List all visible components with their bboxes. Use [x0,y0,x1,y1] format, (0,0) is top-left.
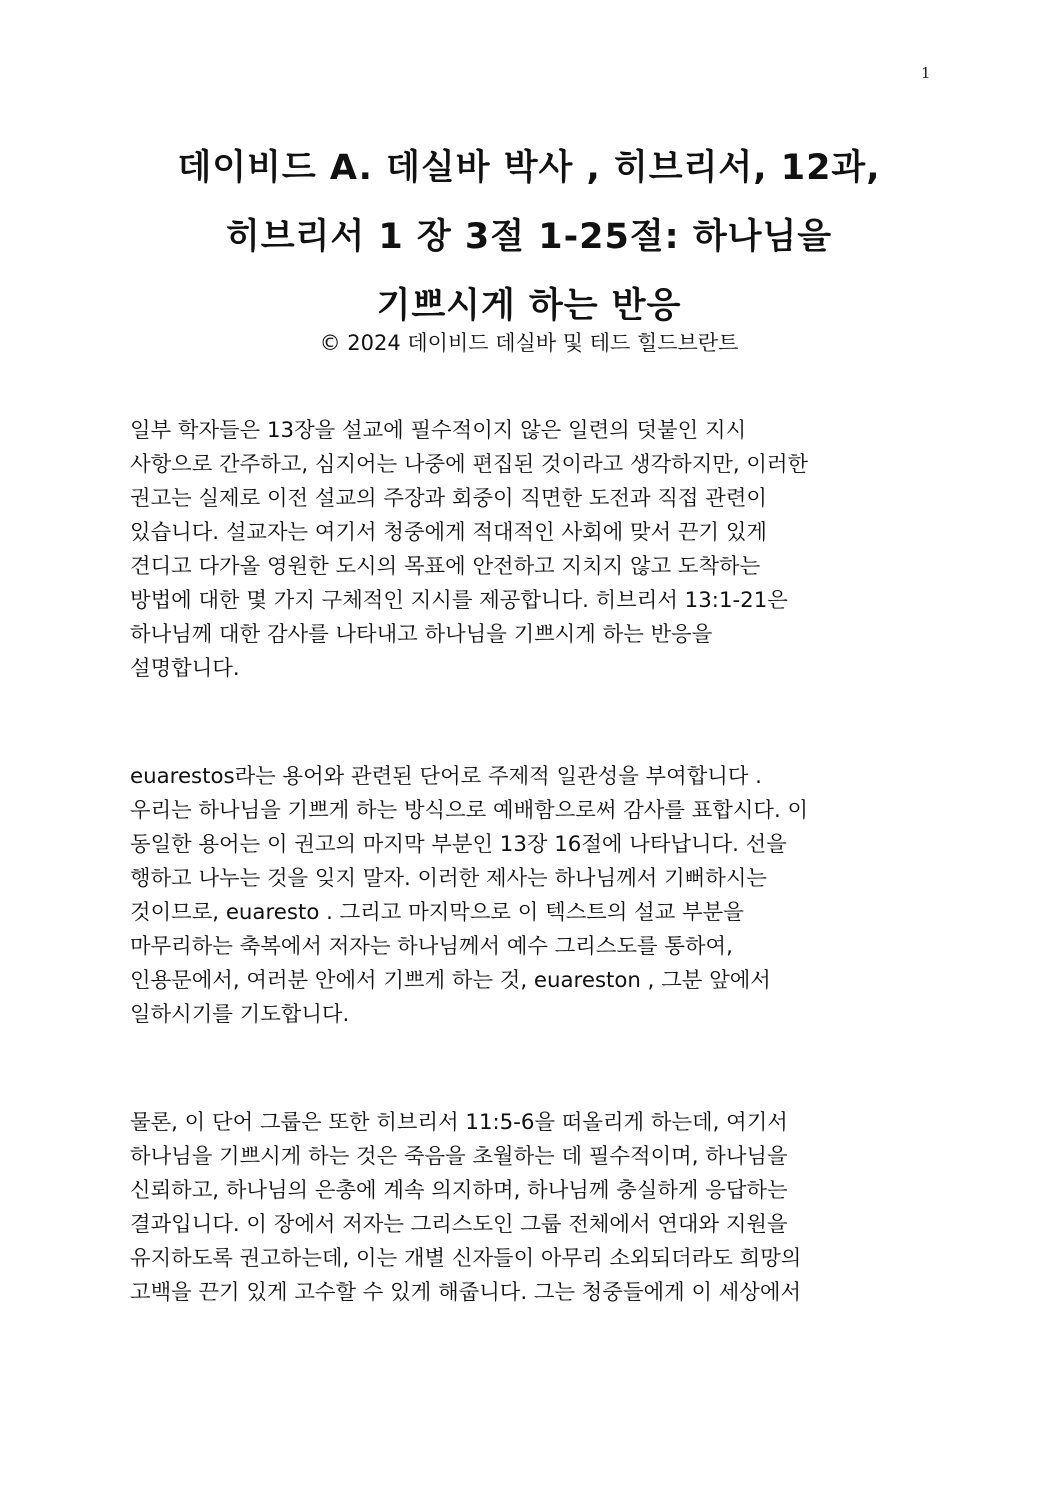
text-line: 마무리하는 축복에서 저자는 하나님께서 예수 그리스도를 통하여, [130,934,733,959]
text-line: 결과입니다. 이 장에서 저자는 그리스도인 그룹 전체에서 연대와 지원을 [130,1212,788,1237]
text-line: 신뢰하고, 하나님의 은총에 계속 의지하며, 하나님께 충실하게 응답하는 [130,1178,788,1203]
text-line: 동일한 용어는 이 권고의 마지막 부분인 13장 16절에 나타납니다. 선을 [130,832,787,857]
text-line: 하나님께 대한 감사를 나타내고 하나님을 기쁘시게 하는 반응을 [130,622,713,647]
text-line: 견디고 다가올 영원한 도시의 목표에 안전하고 지치지 않고 도착하는 [130,554,761,579]
paragraph-2 [130,760,930,1032]
text-line: 인용문에서, 여러분 안에서 기쁘게 하는 것, euareston , 그분 앞에서 [130,968,771,993]
text-line: 유지하도록 권고하는데, 이는 개별 신자들이 아무리 소외되더라도 희망의 [130,1246,802,1271]
page-number: 1 [921,64,931,82]
text-line: 방법에 대한 몇 가지 구체적인 지시를 제공합니다. 히브리서 13:1-21은 [130,588,788,613]
title-line: 히브리서 1 장 3절 1-25절: 하나님을 [225,217,833,257]
text-line: 있습니다. 설교자는 여기서 청중에게 적대적인 사회에 맞서 끈기 있게 [130,520,767,545]
text-line: 행하고 나누는 것을 잊지 말자. 이러한 제사는 하나님께서 기뻐하시는 [130,866,767,891]
text-line: 우리는 하나님을 기쁘게 하는 방식으로 예배함으로써 감사를 표합시다. 이 [130,798,809,823]
title-line: 데이비드 A. 데실바 박사 , 히브리서, 12과, [177,148,881,188]
text-line: 일하시기를 기도합니다. [130,1002,350,1027]
title-line: 기쁘시게 하는 반응 [376,286,682,326]
copyright-notice: © 2024 데이비드 데실바 및 테드 힐드브란트 [319,331,739,355]
text-line: 고백을 끈기 있게 고수할 수 있게 해줍니다. 그는 청중들에게 이 세상에서 [130,1280,802,1305]
text-line: 것이므로, euaresto . 그리고 마지막으로 이 텍스트의 설교 부분을 [130,900,744,925]
text-line: 일부 학자들은 13장을 설교에 필수적이지 않은 일련의 덧붙인 지시 [130,418,747,443]
text-line: 사항으로 간주하고, 심지어는 나중에 편집된 것이라고 생각하지만, 이러한 [130,452,809,477]
text-line: 물론, 이 단어 그룹은 또한 히브리서 11:5-6을 떠올리게 하는데, 여기서 [130,1110,788,1135]
text-line: 설명합니다. [130,656,240,681]
paragraph-3 [130,1106,930,1310]
text-line: 권고는 실제로 이전 설교의 주장과 회중이 직면한 도전과 직접 관련이 [130,486,767,511]
text-line: 하나님을 기쁘시게 하는 것은 죽음을 초월하는 데 필수적이며, 하나님을 [130,1144,788,1169]
page-title [100,134,958,341]
paragraph-1 [130,414,930,686]
text-line: euarestos라는 용어와 관련된 단어로 주제적 일관성을 부여합니다 . [130,764,762,789]
